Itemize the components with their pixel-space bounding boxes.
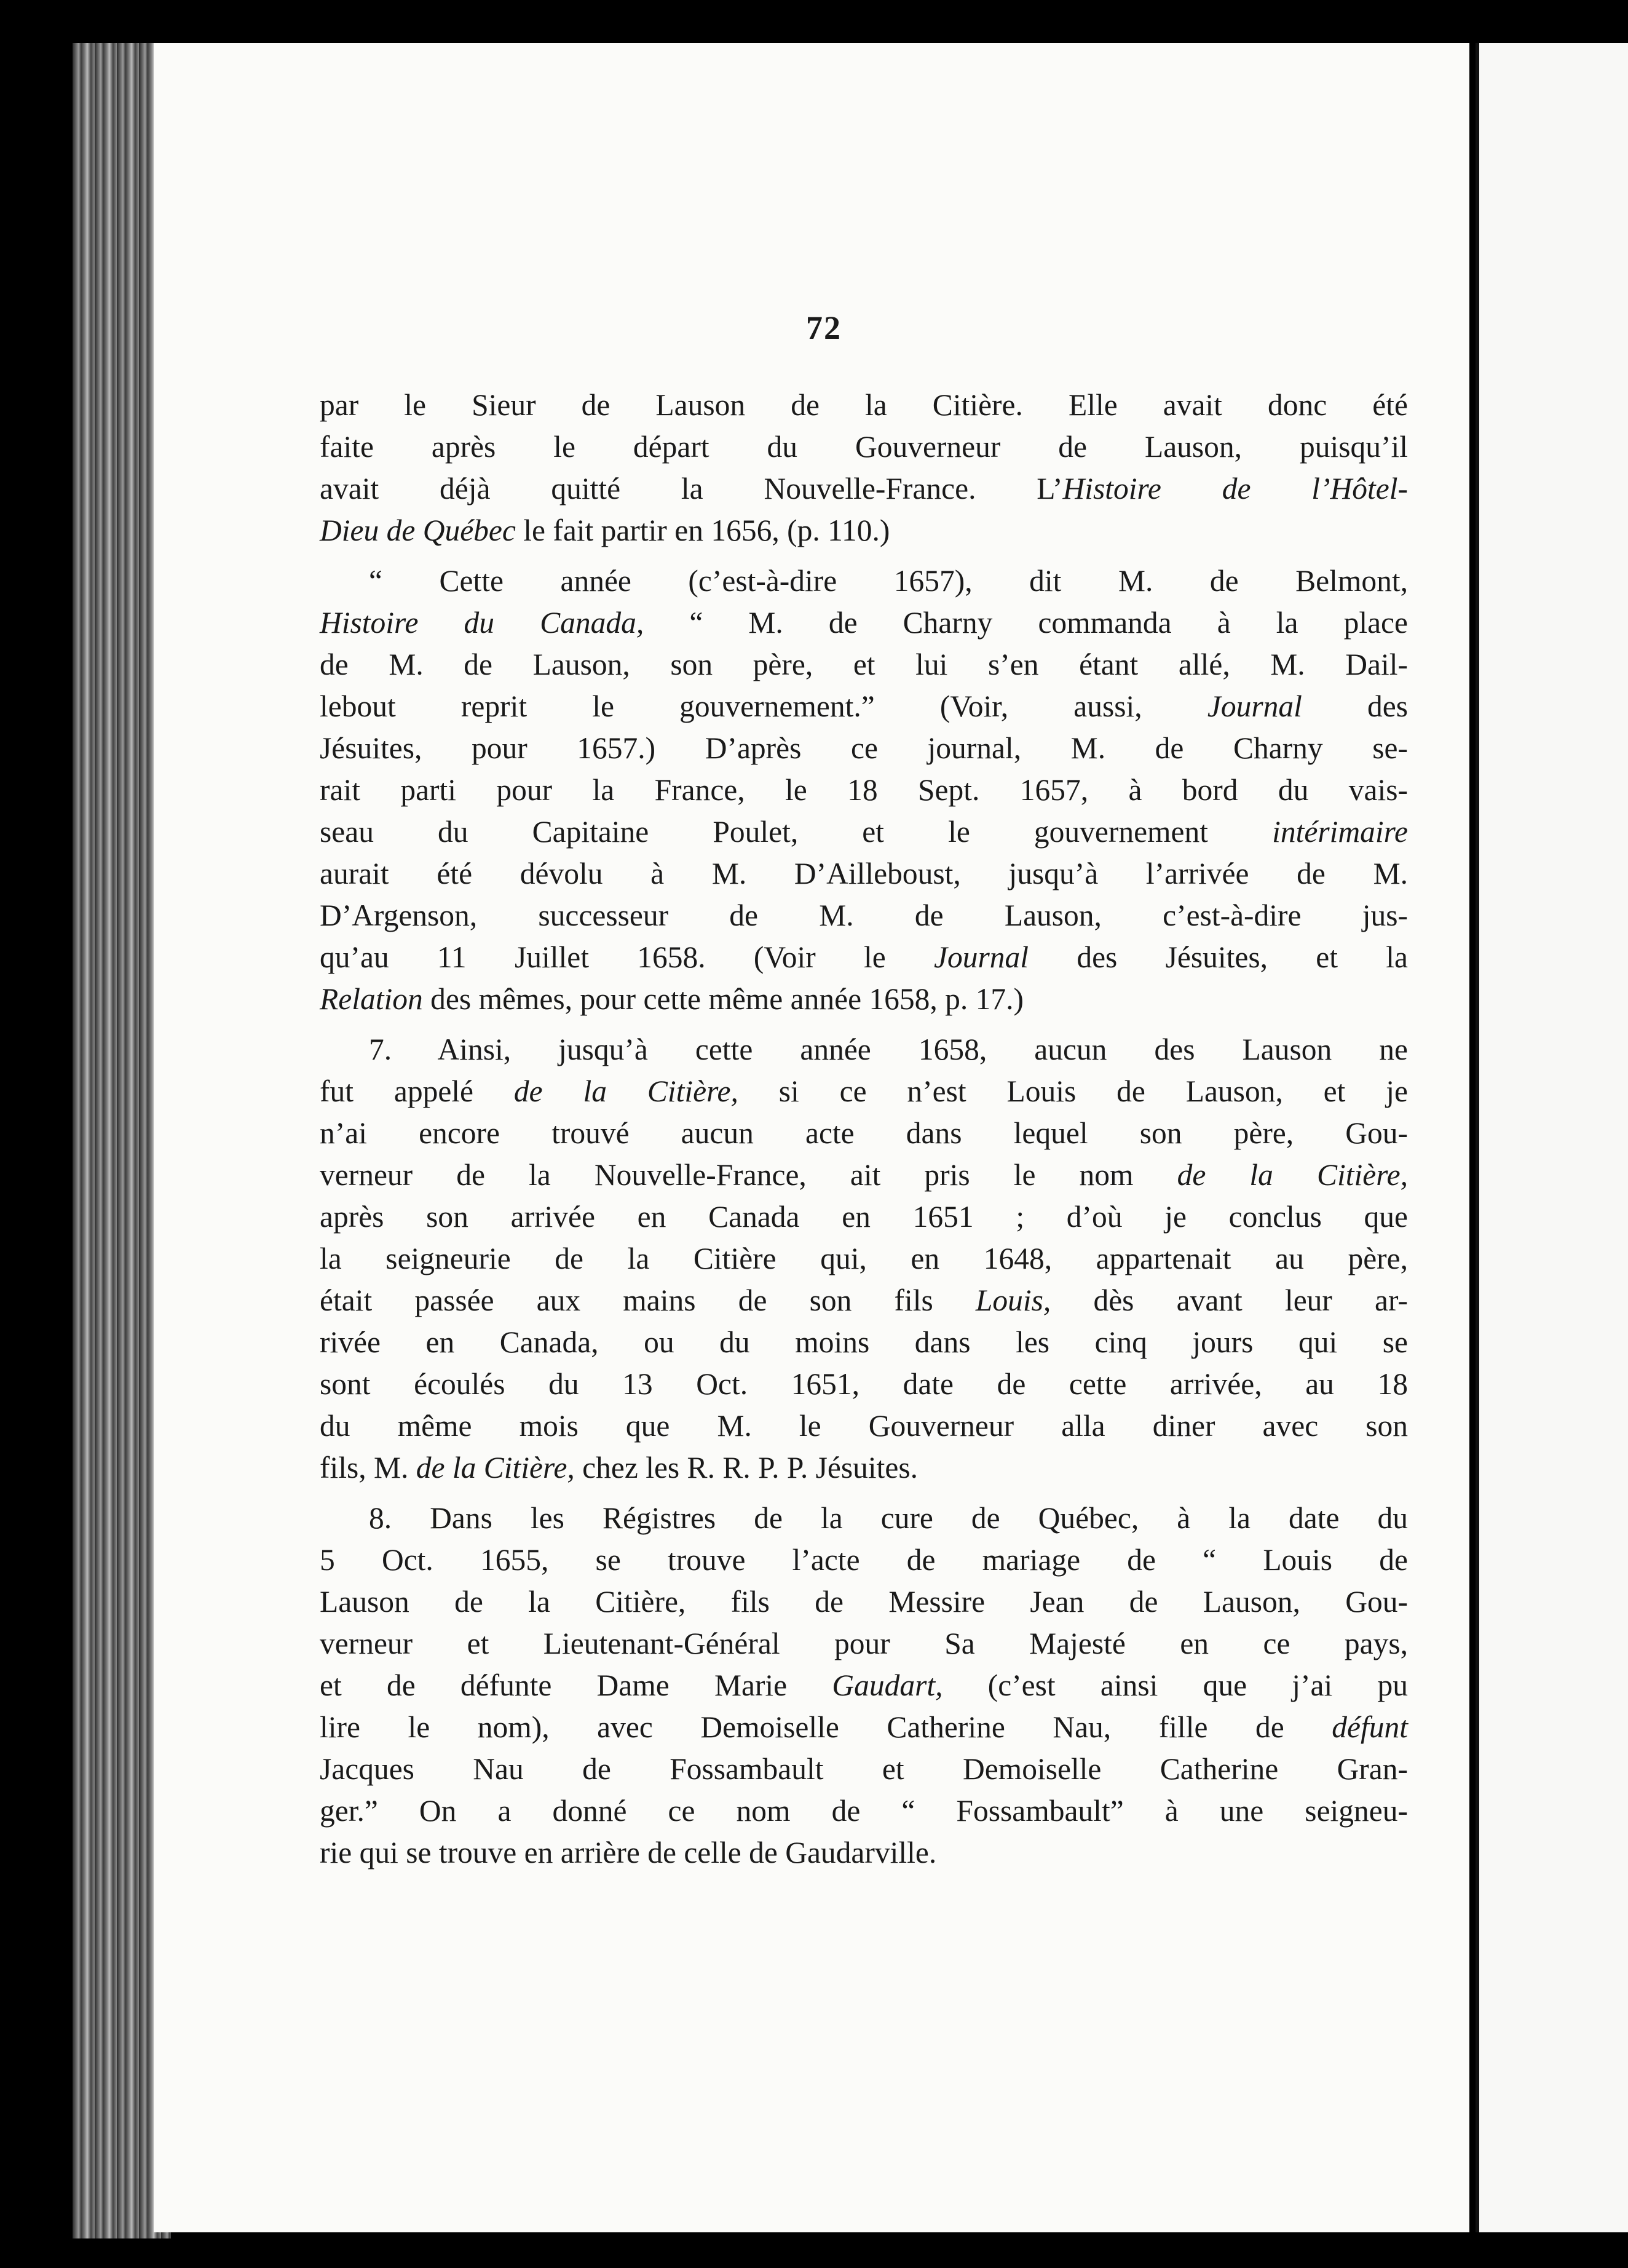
text-run: des mêmes, pour cette même année 1658, p. 17.): [422, 982, 1024, 1016]
text-run: 8. Dans les Régistres de la cure de Québec, à la date du: [369, 1501, 1408, 1535]
text-line: [320, 1196, 1408, 1238]
text-line: [320, 1832, 1408, 1874]
text-line: [320, 853, 1408, 895]
text-run: qu’au 11 Juillet 1658. (Voir le: [320, 940, 935, 974]
text-line: [320, 1405, 1408, 1447]
italic-text: Gaudart,: [832, 1668, 943, 1702]
italic-text: Dieu de Québec: [320, 513, 516, 547]
text-line: [320, 1447, 1408, 1489]
text-run: 5 Oct. 1655, se trouve l’acte de mariage de “ Louis de: [320, 1543, 1408, 1577]
text-run: avait déjà quitté la Nouvelle-France. L’: [320, 472, 1063, 506]
text-run: si ce n’est Louis de Lauson, et je: [738, 1074, 1408, 1108]
text-run: verneur de la Nouvelle-France, ait pris le nom: [320, 1158, 1177, 1192]
italic-text: Histoire de l’Hôtel-: [1062, 472, 1408, 506]
text-line: [320, 1029, 1408, 1071]
text-run: chez les R. R. P. P. Jésuites.: [574, 1451, 919, 1485]
text-run: Jésuites, pour 1657.) D’après ce journal, M. de Charny se-: [320, 731, 1408, 765]
text-line: [320, 728, 1408, 769]
text-run: par le Sieur de Lauson de la Citière. Elle avait donc été: [320, 388, 1408, 422]
text-line: [320, 1280, 1408, 1322]
text-line: [320, 560, 1408, 602]
text-run: était passée aux mains de son fils: [320, 1283, 976, 1317]
text-line: [320, 1497, 1408, 1539]
text-run: lebout reprit le gouvernement.” (Voir, aussi,: [320, 689, 1207, 723]
text-run: 7. Ainsi, jusqu’à cette année 1658, aucun des Lauson ne: [369, 1033, 1408, 1066]
text-line: [320, 468, 1408, 510]
italic-text: Louis,: [975, 1283, 1051, 1317]
text-line: [320, 510, 1408, 552]
text-run: n’ai encore trouvé aucun acte dans lequel son père, Gou-: [320, 1116, 1408, 1150]
text-run: “ M. de Charny commanda à la place: [644, 606, 1408, 640]
book-page: [154, 43, 1469, 2232]
paragraph-gap: [320, 1489, 1408, 1497]
italic-text: de la Citière,: [513, 1074, 738, 1108]
paragraph-gap: [320, 1020, 1408, 1029]
text-line: [320, 1112, 1408, 1154]
text-run: et de défunte Dame Marie: [320, 1668, 832, 1702]
paragraph-gap: [320, 552, 1408, 560]
text-run: aurait été dévolu à M. D’Ailleboust, jusqu’à l’arrivée de M.: [320, 857, 1408, 890]
text-line: [320, 1238, 1408, 1280]
text-line: [320, 1071, 1408, 1112]
text-run: des Jésuites, et la: [1029, 940, 1408, 974]
italic-text: Journal: [1207, 689, 1302, 723]
text-run: seau du Capitaine Poulet, et le gouvernement: [320, 815, 1273, 849]
text-run: la seigneurie de la Citière qui, en 1648, appartenait au père,: [320, 1242, 1408, 1275]
text-line: [320, 1154, 1408, 1196]
italic-text: intérimaire: [1272, 815, 1408, 849]
text-run: après son arrivée en Canada en 1651 ; d’où je conclus que: [320, 1200, 1408, 1234]
italic-text: de la Citière,: [1177, 1158, 1408, 1192]
text-line: [320, 769, 1408, 811]
text-line: [320, 1581, 1408, 1623]
text-line: [320, 426, 1408, 468]
text-run: D’Argenson, successeur de M. de Lauson, c’est-à-dire jus-: [320, 898, 1408, 932]
italic-text: de la Citière,: [416, 1451, 575, 1485]
text-run: faite après le départ du Gouverneur de Lauson, puisqu’il: [320, 430, 1408, 464]
page-number: 72: [806, 309, 842, 346]
text-line: [320, 1322, 1408, 1363]
page-text: [320, 384, 1408, 1874]
text-run: sont écoulés du 13 Oct. 1651, date de cette arrivée, au 18: [320, 1367, 1408, 1401]
text-run: ger.” On a donné ce nom de “ Fossambault” à une seigneu-: [320, 1794, 1408, 1828]
text-line: [320, 978, 1408, 1020]
text-run: des: [1302, 689, 1409, 723]
text-run: rivée en Canada, ou du moins dans les cinq jours qui se: [320, 1325, 1408, 1359]
text-line: [320, 1707, 1408, 1748]
italic-text: Histoire du Canada,: [320, 606, 644, 640]
text-run: Lauson de la Citière, fils de Messire Jean de Lauson, Gou-: [320, 1585, 1408, 1619]
text-run: le fait partir en 1656, (p. 110.): [515, 513, 890, 547]
text-line: [320, 384, 1408, 426]
text-line: [320, 937, 1408, 978]
italic-text: défunt: [1332, 1710, 1408, 1744]
text-run: rait parti pour la France, le 18 Sept. 1657, à bord du vais-: [320, 773, 1408, 807]
facing-page-edge: [1476, 43, 1628, 2232]
text-line: [320, 644, 1408, 686]
text-line: [320, 1790, 1408, 1832]
text-run: (c’est ainsi que j’ai pu: [942, 1668, 1408, 1702]
text-run: lire le nom), avec Demoiselle Catherine Nau, fille de: [320, 1710, 1332, 1744]
text-run: rie qui se trouve en arrière de celle de Gaudarville.: [320, 1836, 937, 1870]
text-run: fils, M.: [320, 1451, 416, 1485]
text-line: [320, 811, 1408, 853]
text-run: verneur et Lieutenant-Général pour Sa Majesté en ce pays,: [320, 1627, 1408, 1660]
text-line: [320, 1748, 1408, 1790]
text-run: fut appelé: [320, 1074, 514, 1108]
text-line: [320, 1623, 1408, 1665]
italic-text: Journal: [934, 940, 1029, 974]
text-line: [320, 1665, 1408, 1707]
text-line: [320, 686, 1408, 728]
text-run: de M. de Lauson, son père, et lui s’en étant allé, M. Dail-: [320, 648, 1408, 681]
text-line: [320, 1363, 1408, 1405]
text-line: [320, 895, 1408, 937]
text-run: Jacques Nau de Fossambault et Demoiselle Catherine Gran-: [320, 1752, 1408, 1786]
italic-text: Relation: [320, 982, 423, 1016]
text-run: dès avant leur ar-: [1051, 1283, 1408, 1317]
text-run: du même mois que M. le Gouverneur alla diner avec son: [320, 1409, 1408, 1443]
text-line: [320, 1539, 1408, 1581]
text-run: “ Cette année (c’est-à-dire 1657), dit M. de Belmont,: [369, 564, 1408, 598]
text-line: [320, 602, 1408, 644]
